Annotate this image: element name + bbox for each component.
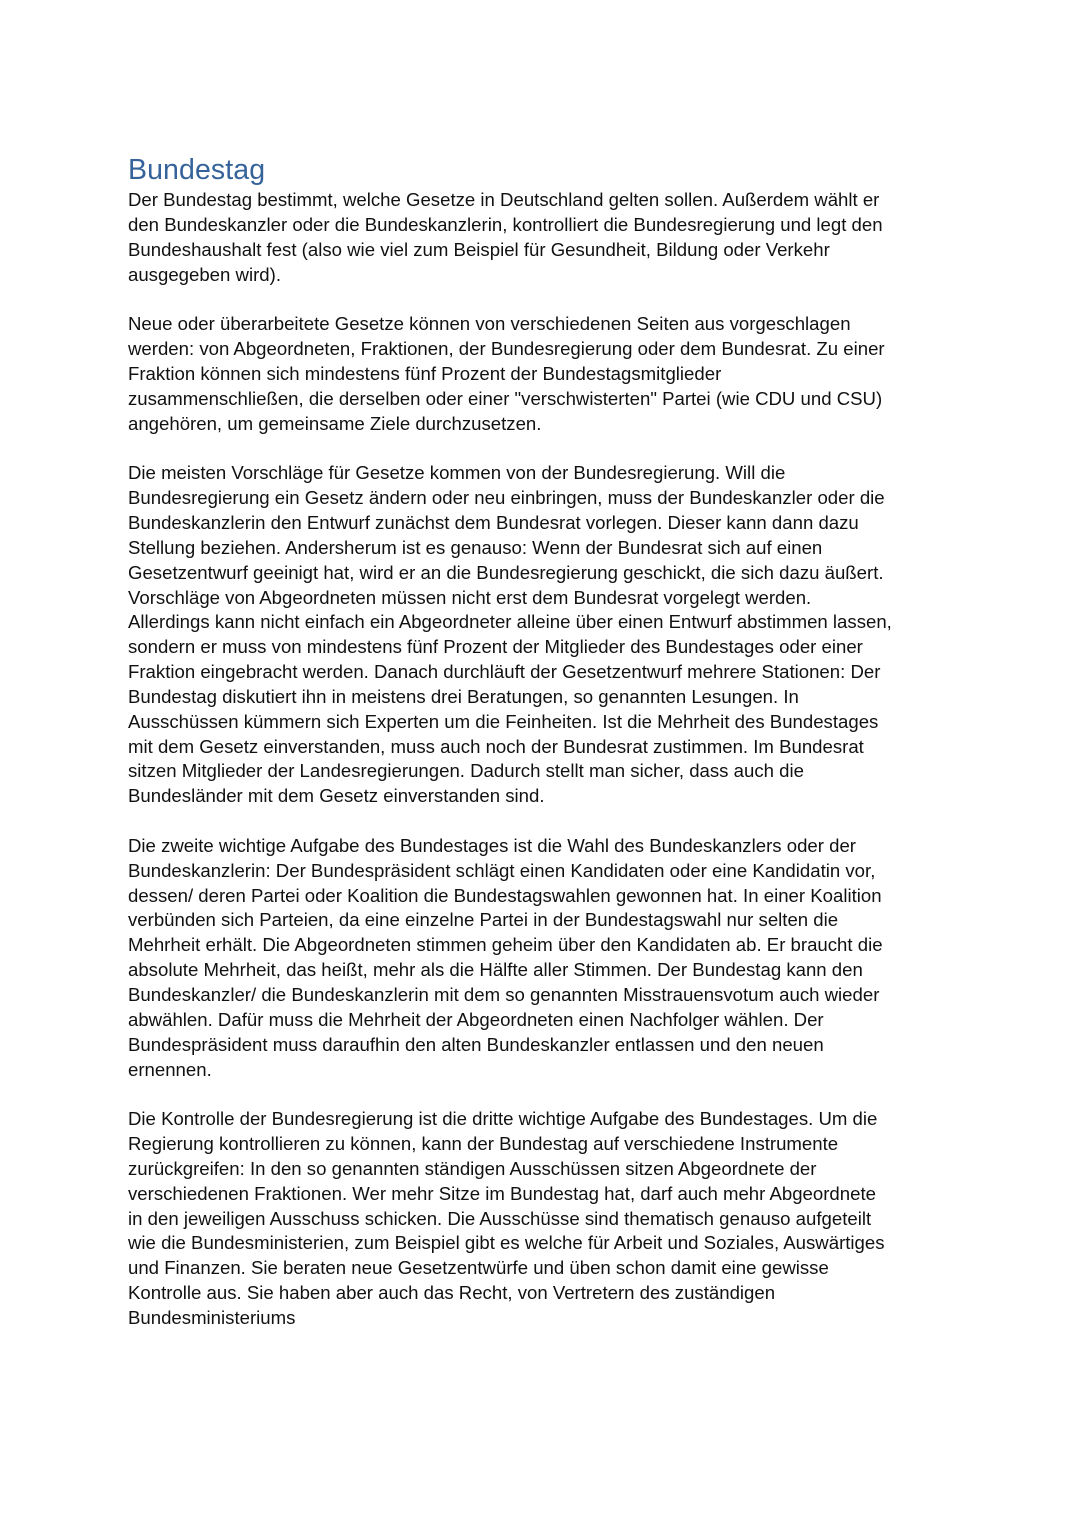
paragraph-line: ausgegeben wird).: [128, 263, 281, 285]
paragraph-line: Stellung beziehen. Andersherum ist es genauso: Wenn der Bundesrat sich auf einen: [128, 536, 823, 558]
paragraph-line: werden: von Abgeordneten, Fraktionen, der Bundesregierung oder dem Bundesrat. Zu einer: [128, 338, 885, 360]
paragraph-line: Neue oder überarbeitete Gesetze können von verschiedenen Seiten aus vorgeschlagen: [128, 313, 851, 335]
document-title: Bundestag: [128, 154, 266, 186]
paragraph-line: Bundesregierung ein Gesetz ändern oder neu einbringen, muss der Bundeskanzler oder die: [128, 487, 885, 509]
paragraph-line: Der Bundestag bestimmt, welche Gesetze in Deutschland gelten sollen. Außerdem wählt er: [128, 189, 880, 210]
paragraph-line: Bundeskanzlerin: Der Bundespräsident schlägt einen Kandidaten oder eine Kandidatin vor,: [128, 859, 876, 881]
paragraph-line: Bundesministeriums: [128, 1306, 296, 1328]
paragraph-line: in den jeweiligen Ausschuss schicken. Die Ausschüsse sind thematisch genauso aufgeteilt: [128, 1207, 872, 1229]
paragraph-line: Bundestag diskutiert ihn in meistens drei Beratungen, so genannten Lesungen. In: [128, 685, 799, 707]
paragraph-line: sitzen Mitglieder der Landesregierungen. Dadurch stellt man sicher, dass auch die: [128, 760, 804, 782]
paragraph-line: ernennen.: [128, 1058, 212, 1080]
paragraph-line: Bundeskanzler/ die Bundeskanzlerin mit dem so genannten Misstrauensvotum auch wieder: [128, 984, 880, 1005]
paragraph-line: zusammenschließen, die derselben oder einer "verschwisterten" Partei (wie CDU und CSU): [128, 387, 883, 409]
paragraph-line: Bundespräsident muss daraufhin den alten Bundeskanzler entlassen und den neuen: [128, 1033, 824, 1055]
paragraph-line: Fraktion eingebracht werden. Danach durchläuft der Gesetzentwurf mehrere Stationen: Der: [128, 661, 881, 683]
paragraph-line: absolute Mehrheit, das heißt, mehr als die Hälfte aller Stimmen. Der Bundestag kann den: [128, 959, 863, 981]
paragraph-line: Gesetzentwurf geeinigt hat, wird er an die Bundesregierung geschickt, die sich dazu äußert.: [128, 561, 884, 583]
paragraph-line: verbünden sich Parteien, da eine einzelne Partei in der Bundestagswahl nur selten die: [128, 909, 839, 931]
paragraph-line: abwählen. Dafür muss die Mehrheit der Abgeordneten einen Nachfolger wählen. Der: [128, 1008, 824, 1030]
paragraph-line: Kontrolle aus. Sie haben aber auch das Recht, von Vertretern des zuständigen: [128, 1282, 776, 1304]
paragraph-line: und Finanzen. Sie beraten neue Gesetzentwürfe und üben schon damit eine gewisse: [128, 1257, 829, 1279]
paragraph: [128, 1107, 958, 1331]
paragraph-line: den Bundeskanzler oder die Bundeskanzlerin, kontrolliert die Bundesregierung und legt den: [128, 213, 883, 235]
paragraph-line: Vorschläge von Abgeordneten müssen nicht erst dem Bundesrat vorgelegt werden.: [128, 586, 812, 608]
paragraph-line: Bundeshaushalt fest (also wie viel zum Beispiel für Gesundheit, Bildung oder Verkehr: [128, 238, 830, 260]
paragraph-line: Fraktion können sich mindestens fünf Prozent der Bundestagsmitglieder: [128, 362, 722, 384]
paragraph-line: Die meisten Vorschläge für Gesetze kommen von der Bundesregierung. Will die: [128, 462, 786, 484]
paragraph-line: wie die Bundesministerien, zum Beispiel gibt es welche für Arbeit und Soziales, Auswärtiges: [128, 1232, 885, 1254]
paragraph-line: Allerdings kann nicht einfach ein Abgeordneter alleine über einen Entwurf abstimmen lassen,: [128, 611, 892, 633]
paragraph-line: Die Kontrolle der Bundesregierung ist die dritte wichtige Aufgabe des Bundestages. Um die: [128, 1108, 878, 1130]
paragraph-list: [128, 188, 958, 1331]
document-content: [128, 152, 958, 1331]
paragraph: [128, 461, 958, 809]
paragraph-line: Bundeskanzlerin den Entwurf zunächst dem Bundesrat vorlegen. Dieser kann dann dazu: [128, 511, 859, 533]
paragraph-line: zurückgreifen: In den so genannten ständigen Ausschüssen sitzen Abgeordnete der: [128, 1157, 817, 1179]
paragraph: [128, 312, 958, 436]
paragraph-line: Die zweite wichtige Aufgabe des Bundestages ist die Wahl des Bundeskanzlers oder der: [128, 834, 856, 856]
paragraph-line: dessen/ deren Partei oder Koalition die Bundestagswahlen gewonnen hat. In einer Koalition: [128, 884, 882, 906]
paragraph-line: Ausschüssen kümmern sich Experten um die Feinheiten. Ist die Mehrheit des Bundestages: [128, 710, 879, 732]
paragraph-line: mit dem Gesetz einverstanden, muss auch noch der Bundesrat zustimmen. Im Bundesrat: [128, 735, 864, 757]
paragraph: [128, 834, 958, 1082]
paragraph-line: Regierung kontrollieren zu können, kann der Bundestag auf verschiedene Instrumente: [128, 1133, 839, 1155]
paragraph: [128, 188, 958, 287]
paragraph-line: verschiedenen Fraktionen. Wer mehr Sitze im Bundestag hat, darf auch mehr Abgeordnete: [128, 1182, 876, 1204]
paragraph-line: Bundesländer mit dem Gesetz einverstanden sind.: [128, 785, 545, 807]
paragraph-line: sondern er muss von mindestens fünf Prozent der Mitglieder des Bundestages oder einer: [128, 636, 863, 658]
paragraph-line: Mehrheit erhält. Die Abgeordneten stimmen geheim über den Kandidaten ab. Er braucht die: [128, 934, 883, 956]
paragraph-line: angehören, um gemeinsame Ziele durchzusetzen.: [128, 412, 542, 434]
